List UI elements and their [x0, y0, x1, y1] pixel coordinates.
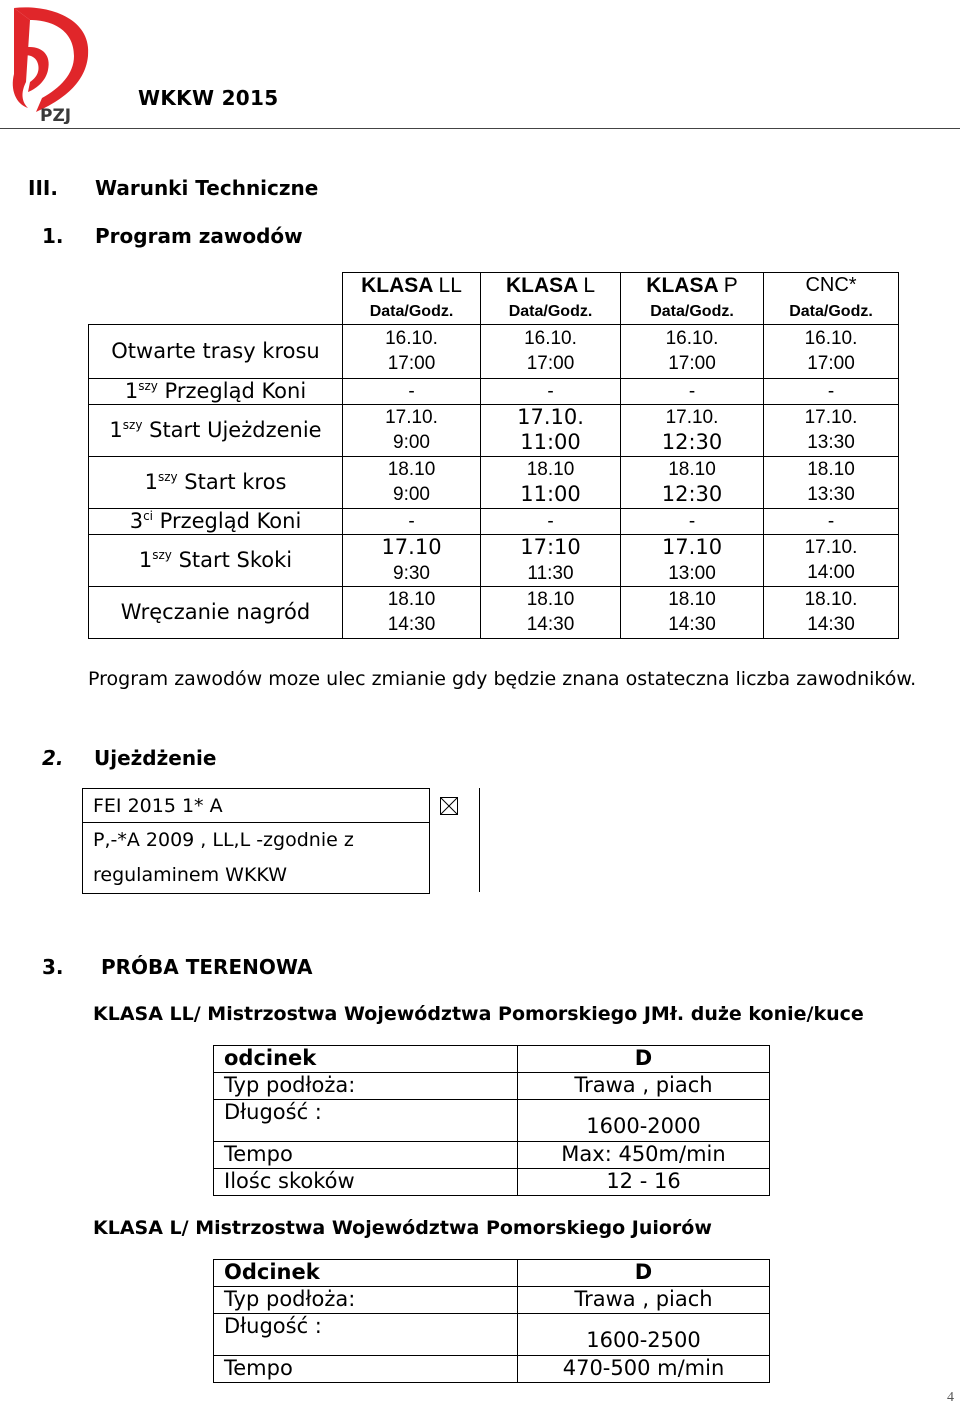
table-cell-value: D [518, 1260, 770, 1287]
row-label: $1^{szy}$ Start Ujeżdzenie [89, 404, 343, 456]
table-cell-label: odcinek [214, 1046, 518, 1073]
schedule-subheader-row [89, 299, 899, 325]
schedule-row [89, 586, 899, 638]
table-row [214, 1356, 770, 1383]
row-label: $1^{szy}$ Start kros [89, 456, 343, 508]
schedule-cell: 18.10 9:00 [343, 456, 481, 508]
table-row [214, 1260, 770, 1287]
table-cell-label: Odcinek [214, 1260, 518, 1287]
row-label: Otwarte trasy krosu [89, 324, 343, 378]
schedule-cell: 18.10 14:30 [481, 586, 621, 638]
table-row [214, 1142, 770, 1169]
table-cell-label: Ilośc skoków [214, 1169, 518, 1196]
schedule-cell: 17.10. 14:00 [764, 534, 899, 586]
header-divider [0, 128, 960, 129]
cross-country-ll-table [213, 1045, 770, 1196]
table-cell-label: Długość : [214, 1100, 518, 1142]
table-cell-label: Typ podłoża: [214, 1287, 518, 1314]
klasa-l-heading: KLASA L/ Mistrzostwa Województwa Pomorskiego Juiorów [93, 1217, 712, 1239]
schedule-cell: 16.10. 17:00 [621, 324, 764, 378]
schedule-cell: - [343, 378, 481, 404]
row-label: $3^{ci}$ Przegląd Koni [89, 508, 343, 534]
schedule-cell: 17.10. 9:00 [343, 404, 481, 456]
schedule-cell: - [764, 378, 899, 404]
table-cell-value: Trawa , piach [518, 1287, 770, 1314]
schedule-cell: 18.10 13:30 [764, 456, 899, 508]
subsection-3-title: PRÓBA TERENOWA [101, 955, 313, 979]
schedule-cell: 18.10. 14:30 [764, 586, 899, 638]
divider-line [479, 788, 480, 892]
table-row [214, 1169, 770, 1196]
schedule-cell: 16.10. 17:00 [481, 324, 621, 378]
page-number: 4 [947, 1390, 954, 1405]
table-cell-label: Długość : [214, 1314, 518, 1356]
table-cell-value: 1600-2000 [518, 1100, 770, 1142]
dressage-option-fei: FEI 2015 1* A [83, 789, 430, 823]
table-cell-value: 470-500 m/min [518, 1356, 770, 1383]
schedule-row [89, 534, 899, 586]
schedule-cell: 17.10. 12:30 [621, 404, 764, 456]
table-cell-label: Tempo [214, 1142, 518, 1169]
schedule-cell: - [621, 378, 764, 404]
schedule-row [89, 508, 899, 534]
schedule-cell: 18.10 14:30 [621, 586, 764, 638]
table-cell-label: Tempo [214, 1356, 518, 1383]
schedule-row [89, 456, 899, 508]
schedule-row [89, 324, 899, 378]
table-cell-label: Typ podłoża: [214, 1073, 518, 1100]
table-cell-value: Max: 450m/min [518, 1142, 770, 1169]
schedule-cell: 18.10 14:30 [343, 586, 481, 638]
col-sub-p: Data/Godz. [621, 299, 764, 325]
section-title: Warunki Techniczne [95, 176, 319, 200]
col-sub-ll: Data/Godz. [343, 299, 481, 325]
col-header-cnc: CNC* [764, 273, 899, 299]
dressage-option-national: P,-*A 2009 , LL,L -zgodnie z regulaminem WKKW [83, 823, 430, 894]
row-label: Wręczanie nagród [89, 586, 343, 638]
logo-text: PZJ [40, 106, 72, 124]
table-cell-value: 1600-2500 [518, 1314, 770, 1356]
checked-box-icon[interactable] [440, 797, 458, 815]
schedule-cell: - [481, 508, 621, 534]
schedule-cell: - [764, 508, 899, 534]
schedule-cell: 16.10. 17:00 [343, 324, 481, 378]
subsection-1-number: 1. [42, 224, 64, 248]
schedule-cell: 18.10 12:30 [621, 456, 764, 508]
schedule-row [89, 378, 899, 404]
schedule-cell: 17.10. 11:00 [481, 404, 621, 456]
table-cell-value: D [518, 1046, 770, 1073]
schedule-cell: - [343, 508, 481, 534]
schedule-table [88, 272, 899, 639]
table-row [214, 1314, 770, 1356]
row-label: $1^{szy}$ Przegląd Koni [89, 378, 343, 404]
schedule-note: Program zawodów moze ulec zmianie gdy będzie znana ostateczna liczba zawodników. [88, 668, 917, 690]
row-label: $1^{szy}$ Start Skoki [89, 534, 343, 586]
table-row [214, 1100, 770, 1142]
schedule-cell: - [621, 508, 764, 534]
col-sub-l: Data/Godz. [481, 299, 621, 325]
cross-country-l-table [213, 1259, 770, 1383]
col-header-l: KLASA L [481, 273, 621, 299]
schedule-row [89, 404, 899, 456]
dressage-test-table [82, 788, 430, 894]
schedule-cell: 16.10. 17:00 [764, 324, 899, 378]
schedule-header-row [89, 273, 899, 299]
subsection-2-number: 2. [42, 746, 64, 770]
section-number: III. [28, 176, 58, 200]
schedule-cell: 17.10 9:30 [343, 534, 481, 586]
table-row [214, 1046, 770, 1073]
header-title: WKKW 2015 [138, 86, 279, 110]
table-cell-value: Trawa , piach [518, 1073, 770, 1100]
table-cell-value: 12 - 16 [518, 1169, 770, 1196]
col-header-p: KLASA P [621, 273, 764, 299]
schedule-cell: - [481, 378, 621, 404]
subsection-3-number: 3. [42, 955, 64, 979]
schedule-cell: 17.10 13:00 [621, 534, 764, 586]
pzj-logo [8, 4, 92, 124]
schedule-cell: 17:10 11:30 [481, 534, 621, 586]
schedule-cell: 17.10. 13:30 [764, 404, 899, 456]
table-row [214, 1073, 770, 1100]
klasa-ll-heading: KLASA LL/ Mistrzostwa Województwa Pomorskiego JMł. duże konie/kuce [93, 1003, 864, 1025]
subsection-2-title: Ujeżdżenie [94, 746, 217, 770]
col-sub-cnc: Data/Godz. [764, 299, 899, 325]
col-header-ll: KLASA LL [343, 273, 481, 299]
table-row [214, 1287, 770, 1314]
subsection-1-title: Program zawodów [95, 224, 303, 248]
schedule-cell: 18.10 11:00 [481, 456, 621, 508]
